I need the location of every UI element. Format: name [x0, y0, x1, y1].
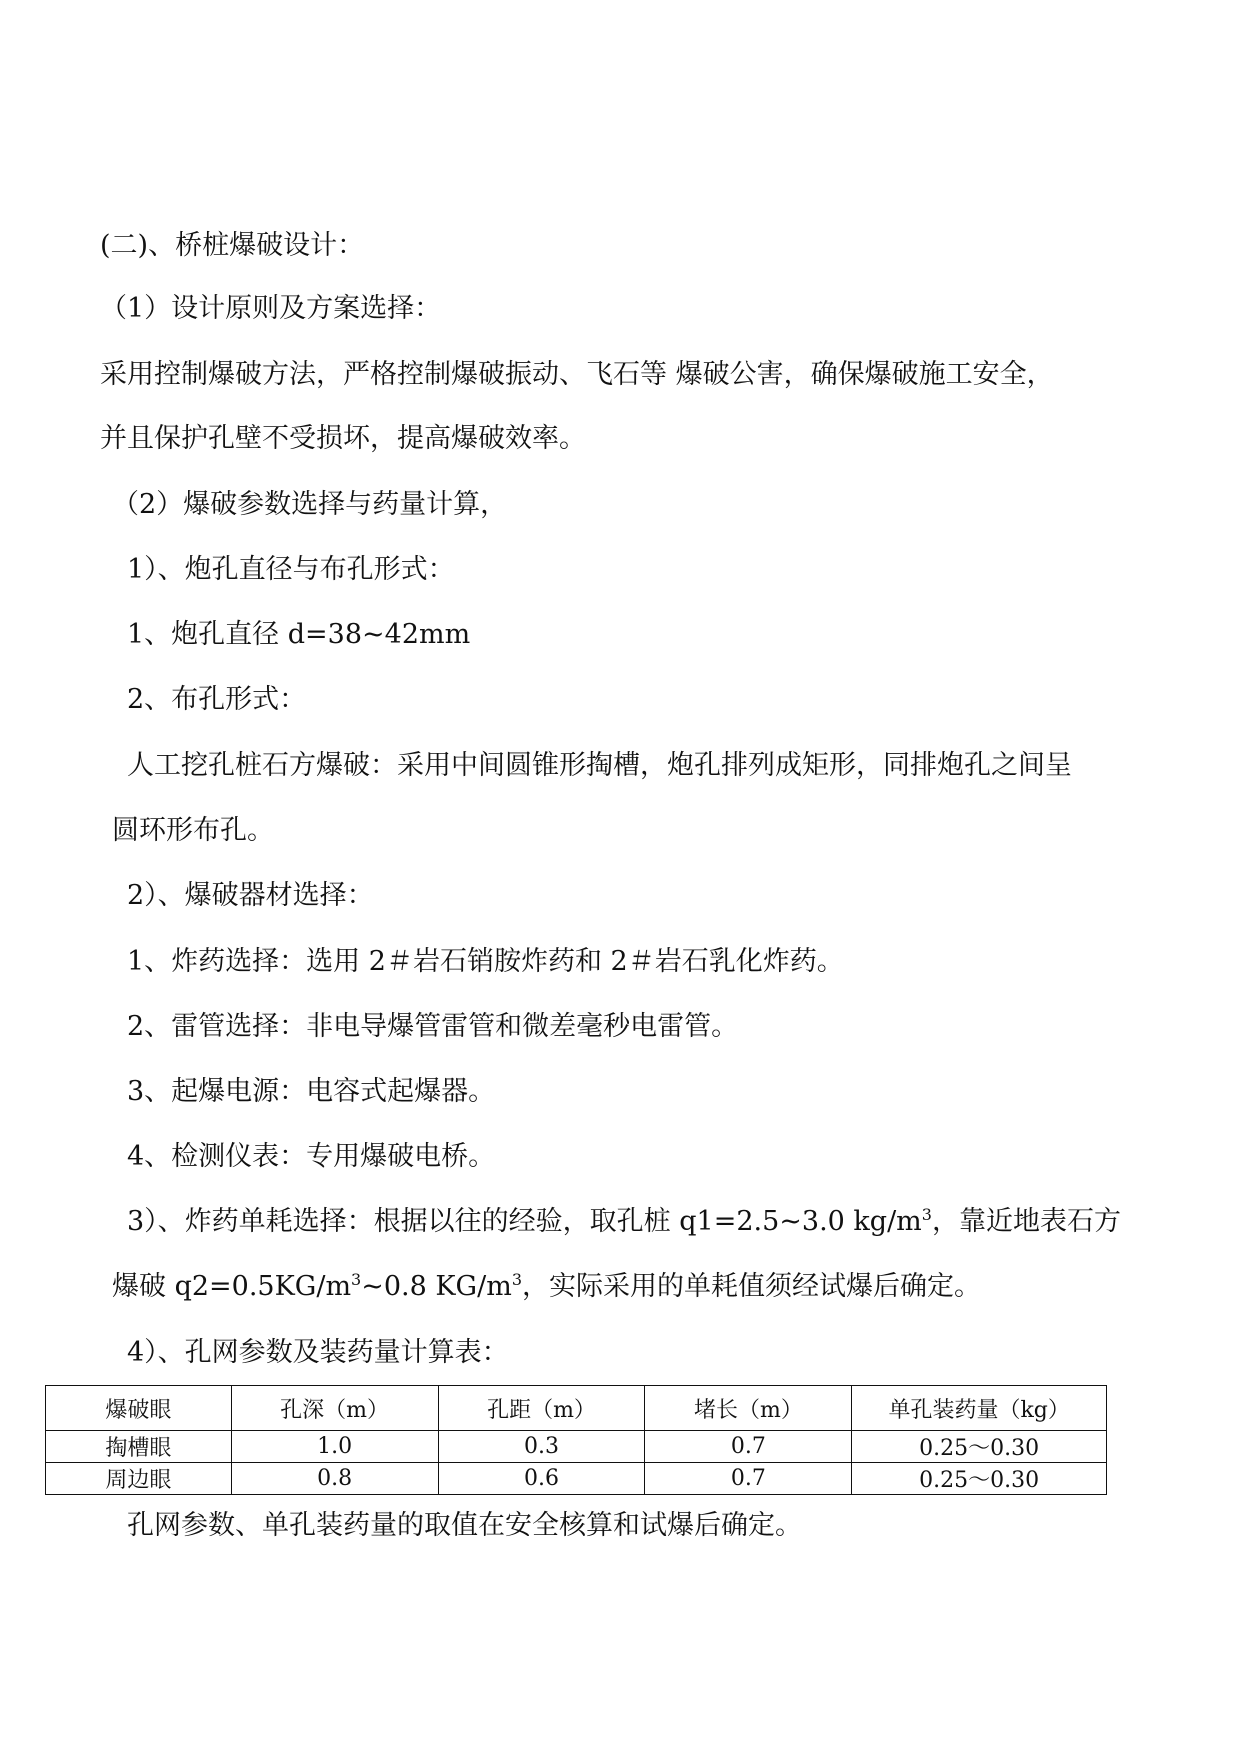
section-heading: (二)、桥桩爆破设计：	[100, 230, 365, 261]
paragraph-line: 并且保护孔壁不受损坏，提高爆破效率。	[100, 423, 586, 454]
table-header-row	[46, 1386, 1107, 1431]
table-row	[46, 1463, 1107, 1495]
list-item: 2、布孔形式：	[127, 684, 307, 715]
table-cell: 0.25～0.30	[852, 1431, 1107, 1463]
subsection-title-design-principle: （1）设计原则及方案选择：	[100, 293, 442, 324]
paragraph-line-explosive-consumption	[112, 1269, 981, 1305]
table-cell: 周边眼	[46, 1463, 232, 1495]
text-run: ~0.8 KG/m	[361, 1271, 512, 1302]
table-cell: 0.3	[438, 1431, 645, 1463]
text-run: 3）、炸药单耗选择：根据以往的经验，取孔桩 q1=2.5~3.0 kg/m	[127, 1206, 922, 1237]
column-header: 爆破眼	[46, 1386, 232, 1431]
item-title-equipment: 2）、爆破器材选择：	[127, 880, 374, 911]
table-cell: 0.7	[645, 1431, 852, 1463]
paragraph-line: 人工挖孔桩石方爆破：采用中间圆锥形掏槽，炮孔排列成矩形，同排炮孔之间呈	[127, 750, 1072, 781]
list-item: 3、起爆电源：电容式起爆器。	[127, 1076, 496, 1107]
footer-note: 孔网参数、单孔装药量的取值在安全核算和试爆后确定。	[127, 1510, 802, 1541]
column-header: 单孔装药量（kg）	[852, 1386, 1107, 1431]
list-item: 1、炮孔直径 d=38~42mm	[127, 619, 471, 650]
column-header: 孔距（m）	[438, 1386, 645, 1431]
table-cell: 掏槽眼	[46, 1431, 232, 1463]
list-item: 1、炸药选择：选用 2＃岩石销胺炸药和 2＃岩石乳化炸药。	[127, 946, 844, 977]
list-item: 4、检测仪表：专用爆破电桥。	[127, 1141, 496, 1172]
item-title-hole-diameter: 1）、炮孔直径与布孔形式：	[127, 554, 455, 585]
table-cell: 1.0	[231, 1431, 438, 1463]
column-header: 孔深（m）	[231, 1386, 438, 1431]
paragraph-line: 圆环形布孔。	[112, 815, 274, 846]
superscript: 3	[511, 1270, 523, 1289]
table-cell: 0.25～0.30	[852, 1463, 1107, 1495]
column-header: 堵长（m）	[645, 1386, 852, 1431]
text-run: 爆破 q2=0.5KG/m	[112, 1271, 352, 1302]
paragraph-line: 采用控制爆破方法，严格控制爆破振动、飞石等 爆破公害，确保爆破施工安全，	[100, 359, 1054, 390]
item-title-calc-table: 4）、孔网参数及装药量计算表：	[127, 1337, 509, 1368]
table-row	[46, 1431, 1107, 1463]
charge-calculation-table	[45, 1385, 1107, 1495]
superscript: 3	[921, 1205, 932, 1224]
superscript: 3	[351, 1270, 362, 1289]
subsection-title-parameters: （2）爆破参数选择与药量计算，	[112, 489, 508, 520]
text-run: ，实际采用的单耗值须经试爆后确定。	[522, 1271, 982, 1302]
paragraph-line-explosive-consumption	[127, 1204, 1121, 1240]
table-cell: 0.6	[438, 1463, 645, 1495]
list-item: 2、雷管选择：非电导爆管雷管和微差毫秒电雷管。	[127, 1011, 739, 1042]
text-run: ，靠近地表石方	[931, 1206, 1121, 1237]
table-cell: 0.7	[645, 1463, 852, 1495]
table-cell: 0.8	[231, 1463, 438, 1495]
